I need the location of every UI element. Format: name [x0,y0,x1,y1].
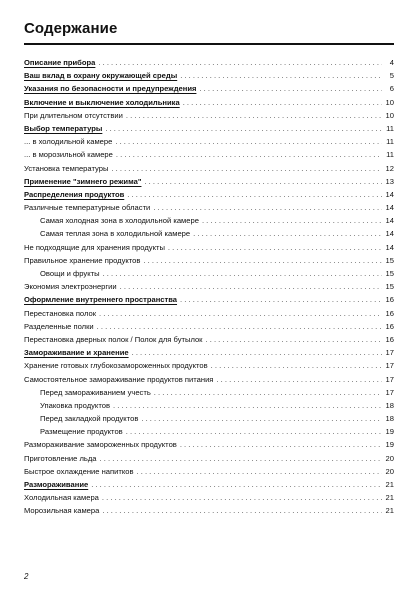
toc-entry-page: 14 [385,229,394,239]
toc-entry-page: 18 [385,414,394,424]
toc-entry-title: Размораживание замороженных продуктов [24,440,177,450]
toc-entry[interactable] [24,307,394,320]
toc-entry-title: ... в холодильной камере [24,137,113,147]
toc-entry-page: 17 [385,374,394,384]
toc-entry[interactable] [24,227,394,240]
toc-entry[interactable] [24,373,394,386]
toc-entry[interactable] [24,504,394,517]
toc-entry-page: 19 [385,427,394,437]
toc-entry-page: 15 [385,269,394,278]
toc-dot-leader [100,452,382,465]
toc-entry-title: Перестановка полок [24,308,97,318]
toc-dot-leader [126,425,382,438]
toc-entry-title: Выбор температуры [24,123,103,133]
toc-entry[interactable] [24,412,394,425]
toc-dot-leader [91,478,382,491]
toc-entry-page: 21 [385,480,394,489]
toc-entry-page: 14 [385,216,394,226]
toc-entry-title: Разделенные полки [24,321,94,331]
toc-entry[interactable] [24,214,394,227]
toc-entry[interactable] [24,135,394,148]
toc-entry-page: 13 [385,176,394,186]
toc-entry[interactable] [24,280,394,293]
toc-entry[interactable] [24,175,394,188]
toc-entry[interactable] [24,162,394,175]
toc-entry-title: Не подходящие для хранения продукты [24,242,165,252]
toc-entry-title: Указания по безопасности и предупреждения [24,84,197,94]
toc-entry[interactable] [24,386,394,399]
toc-entry[interactable] [24,69,394,82]
toc-dot-leader [168,241,382,254]
toc-entry-page: 14 [385,242,394,252]
toc-entry[interactable] [24,56,394,69]
toc-entry-title: Распределения продуктов [24,189,125,199]
toc-entry-title: Приготовление льда [24,453,97,463]
toc-entry-page: 15 [385,255,394,265]
toc-entry-page: 18 [385,400,394,410]
toc-entry-title: Ваш вклад в охрану окружающей среды [24,71,178,81]
toc-entry[interactable] [24,109,394,122]
toc-entry-page: 11 [386,123,394,133]
toc-entry-title: Самостоятельное замораживание продуктов питания [24,374,214,384]
toc-entry[interactable] [24,478,394,491]
toc-entry[interactable] [24,201,394,214]
toc-dot-leader [99,307,382,320]
toc-entry[interactable] [24,399,394,412]
toc-dot-leader [144,175,382,188]
toc-entry-title: Различные температурные области [24,203,151,213]
table-of-contents [24,56,394,518]
toc-entry-page: 14 [385,203,394,213]
toc-entry[interactable] [24,82,394,95]
toc-dot-leader [143,254,382,267]
toc-entry-page: 5 [389,71,394,81]
toc-dot-leader [153,201,382,214]
toc-entry-title: Хранение готовых глубокозамороженных продуктов [24,361,208,371]
toc-entry-title: Самая холодная зона в холодильной камере [40,216,199,226]
toc-entry-page: 11 [386,150,394,160]
toc-entry[interactable] [24,438,394,451]
toc-entry-page: 11 [386,137,394,147]
toc-entry-page: 16 [385,321,394,331]
toc-entry-title: Холодильная камера [24,493,99,503]
toc-entry-title: ... в морозильной камере [24,150,113,160]
toc-entry-page: 17 [385,348,394,358]
toc-entry-title: Оформление внутреннего пространства [24,295,178,305]
title-rule [24,43,394,45]
toc-entry[interactable] [24,346,394,359]
toc-dot-leader [206,333,382,346]
toc-entry-page: 16 [385,334,394,344]
toc-entry-title: Экономия электроэнергии [24,282,117,292]
toc-dot-leader [127,188,382,201]
toc-entry[interactable] [24,241,394,254]
toc-dot-leader [180,293,382,306]
toc-entry-page: 16 [385,308,394,318]
toc-dot-leader [105,122,382,135]
toc-dot-leader [180,69,382,82]
toc-entry-page: 10 [385,110,394,120]
toc-entry-title: При длительном отсутствии [24,110,123,120]
toc-dot-leader [111,162,382,175]
toc-entry[interactable] [24,267,394,280]
toc-dot-leader [199,82,382,95]
toc-dot-leader [126,109,382,122]
toc-entry-page: 20 [385,453,394,463]
toc-entry[interactable] [24,96,394,109]
toc-entry-page: 10 [385,97,394,107]
toc-entry-title: Перестановка дверных полок / Полок для бутылок [24,334,203,344]
toc-dot-leader [115,135,382,148]
toc-entry-title: Установка температуры [24,163,109,173]
toc-dot-leader [116,148,382,161]
toc-dot-leader [183,96,382,109]
toc-entry[interactable] [24,491,394,504]
toc-entry-page: 21 [385,506,394,516]
toc-dot-leader [193,227,382,240]
toc-entry-title: Описание прибора [24,58,96,67]
toc-dot-leader [103,267,382,280]
toc-entry-page: 20 [385,466,394,476]
toc-entry-page: 6 [389,84,394,94]
toc-entry[interactable] [24,425,394,438]
toc-entry-title: Правильное хранение продуктов [24,255,141,265]
toc-entry[interactable] [24,333,394,346]
toc-entry-title: Размещение продуктов [40,427,123,437]
toc-entry-title: Упаковка продуктов [40,400,110,410]
toc-entry-page: 15 [385,282,394,292]
toc-entry[interactable] [24,293,394,306]
toc-entry-page: 19 [385,440,394,450]
toc-entry[interactable] [24,148,394,161]
toc-dot-leader [154,386,382,399]
toc-entry-page: 4 [389,58,394,67]
toc-dot-leader [137,465,382,478]
toc-entry-page: 12 [385,163,394,173]
toc-entry[interactable] [24,122,394,135]
toc-dot-leader [211,359,382,372]
toc-dot-leader [120,280,382,293]
toc-entry-page: 21 [385,493,394,503]
toc-dot-leader [141,412,382,425]
toc-entry[interactable] [24,359,394,372]
toc-entry-page: 17 [385,387,394,397]
toc-entry-title: Применение "зимнего режима" [24,176,142,186]
toc-entry-title: Перед закладкой продуктов [40,414,139,424]
toc-dot-leader [113,399,382,412]
toc-dot-leader [102,504,382,517]
toc-entry[interactable] [24,188,394,201]
toc-entry-title: Включение и выключение холодильника [24,97,180,107]
toc-entry-page: 17 [385,361,394,371]
toc-entry-title: Морозильная камера [24,506,100,516]
toc-entry-page: 14 [385,189,394,199]
toc-entry[interactable] [24,452,394,465]
toc-dot-leader [102,491,382,504]
toc-entry-title: Самая теплая зона в холодильной камере [40,229,191,239]
toc-dot-leader [216,373,382,386]
toc-entry-title: Овощи и фрукты [40,269,100,278]
toc-entry[interactable] [24,465,394,478]
toc-dot-leader [202,214,382,227]
page-title: Содержание [24,20,118,37]
toc-dot-leader [97,320,382,333]
toc-dot-leader [98,56,382,69]
toc-entry-title: Замораживание и хранение [24,348,129,358]
toc-dot-leader [132,346,382,359]
toc-dot-leader [180,438,382,451]
toc-entry-title: Размораживание [24,480,89,489]
page-number: 2 [24,572,29,581]
toc-entry[interactable] [24,254,394,267]
toc-entry-title: Быстрое охлаждение напитков [24,466,134,476]
toc-entry[interactable] [24,320,394,333]
toc-entry-title: Перед замораживанием учесть [40,387,151,397]
toc-entry-page: 16 [385,295,394,305]
